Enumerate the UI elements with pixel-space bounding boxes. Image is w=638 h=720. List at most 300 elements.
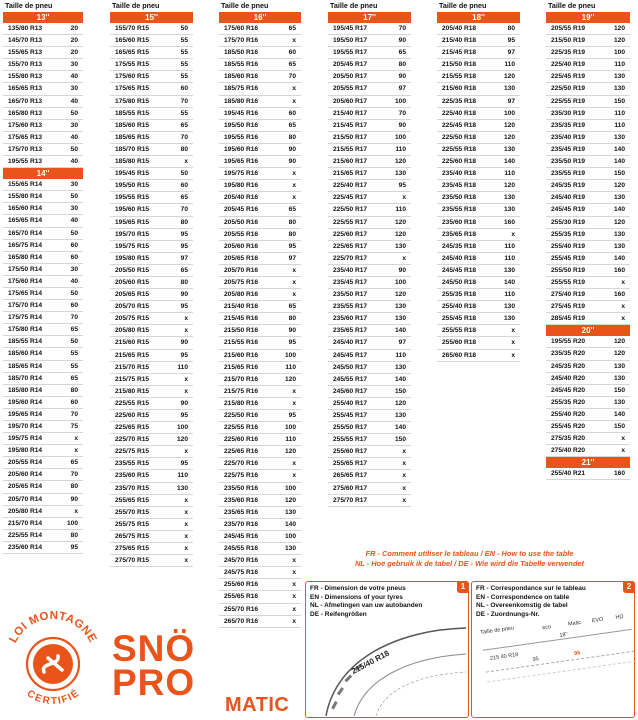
chain-reference: 95 [398,182,406,190]
loi-montagne-certifie-logo [2,600,104,718]
table-row [328,289,411,301]
table-row [110,313,193,325]
tyre-size: 225/50 R19 [551,85,586,93]
chain-reference: 80 [70,386,78,394]
mini-rim: 18'' [559,631,569,639]
tyre-size: 265/75 R15 [115,532,150,540]
chain-reference: 90 [70,495,78,503]
chain-reference: 60 [288,49,296,57]
chain-reference: 120 [503,121,515,129]
chain-reference: 65 [70,374,78,382]
tyre-size: 225/70 R16 [224,460,259,468]
chain-reference: 65 [70,459,78,467]
tyre-size: 195/70 R15 [115,230,150,238]
chain-reference: 90 [398,73,406,81]
chain-reference: 80 [70,483,78,491]
chain-reference: 120 [284,448,296,456]
tyre-size: 185/60 R16 [224,73,259,81]
tyre-size: 255/60 R16 [224,581,259,589]
table-row [110,495,193,507]
mini-col-matic: Matic [567,619,582,628]
table-row [110,458,193,470]
table-row [546,241,630,253]
chain-reference: 110 [504,170,515,178]
table-row [546,277,630,289]
table-row [328,120,411,132]
chain-reference: 70 [70,314,78,322]
chain-reference: x [402,484,406,492]
tyre-size: 245/55 R16 [224,545,259,553]
chain-reference: 50 [70,289,78,297]
tyre-size: 205/80 R16 [224,291,259,299]
tyre-size: 145/70 R13 [8,37,43,45]
tyre-size: 205/60 R17 [333,97,368,105]
chain-reference: 100 [284,424,296,432]
table-row [328,410,411,422]
chain-reference: 130 [613,374,625,382]
tyre-size: 235/45 R18 [442,182,477,190]
table-row [219,325,301,337]
tyre-size: 235/50 R18 [442,194,477,202]
tyre-size: 245/35 R18 [442,242,477,250]
table-row [3,132,83,144]
column-header: Taille de pneu [221,1,269,10]
chain-reference: 90 [398,37,406,45]
table-row [3,324,83,336]
table-row [328,132,411,144]
table-column-6 [546,0,630,480]
chain-reference: x [292,460,296,468]
tyre-size: 275/60 R17 [333,484,368,492]
chain-reference: x [511,327,515,335]
chain-reference: 130 [613,398,625,406]
tyre-size: 255/70 R16 [224,605,259,613]
chain-reference: x [402,460,406,468]
tyre-size: 235/50 R19 [551,158,586,166]
chain-reference: 80 [180,218,188,226]
tyre-size: 195/60 R16 [224,145,259,153]
chain-reference: 90 [180,399,188,407]
chain-reference: 50 [70,109,78,117]
chain-reference: x [402,194,406,202]
table-row [328,108,411,120]
tyre-size: 205/40 R18 [442,25,477,32]
tyre-size: 225/55 R14 [8,531,43,539]
table-row [110,204,193,216]
tyre-size: 245/40 R19 [551,194,586,202]
tyre-size: 165/80 R13 [8,109,43,117]
table-row [3,96,83,108]
tyre-size: 255/55 R18 [442,327,477,335]
chain-reference: 80 [180,278,188,286]
tyre-size: 205/60 R15 [115,278,150,286]
rim-size-header: 19'' [546,12,630,23]
chain-reference: 97 [507,49,515,57]
table-row [219,108,301,120]
chain-reference: x [184,532,188,540]
tyre-size: 235/60 R14 [8,543,43,551]
tyre-size: 225/65 R17 [333,242,368,250]
chain-reference: x [74,507,78,515]
chain-reference: x [292,37,296,45]
tyre-size: 195/55 R20 [551,338,586,346]
chain-reference: 80 [180,145,188,153]
tyre-size: 195/45 R15 [115,170,150,178]
chain-reference: 65 [288,25,296,32]
instructions-panel [303,549,636,719]
tyre-size: 215/55 R18 [442,73,477,81]
table-row [546,265,630,277]
table-row [328,59,411,71]
table-row [219,217,301,229]
tyre-size: 235/60 R15 [115,472,150,480]
table-row [110,217,193,229]
tyre-size: 215/40 R16 [224,303,259,311]
tyre-size: 255/55 R17 [333,436,368,444]
table-row [219,289,301,301]
sno-pro-line1: SNÖ [112,628,196,669]
table-row [328,265,411,277]
table-row [110,507,193,519]
chain-reference: 110 [285,436,296,444]
chain-reference: 120 [503,182,515,190]
chain-reference: 130 [613,194,625,202]
tyre-size: 165/65 R15 [115,49,150,57]
instruction-box-2 [471,581,635,718]
tyre-size: 225/50 R17 [333,206,368,214]
tyre-size: 235/40 R19 [551,133,586,141]
chain-reference: 100 [284,484,296,492]
tyre-size: 215/55 R16 [224,339,259,347]
table-row [3,469,83,481]
chain-reference: 90 [180,291,188,299]
chain-reference: 140 [613,145,625,153]
tyre-size: 235/35 R19 [551,121,586,129]
instructions-title-line2: NL - Hoe gebruik ik de tabel / DE - Wie wird die Tabelle verwendet [354,558,585,568]
table-row [219,23,301,35]
chain-reference: 130 [503,85,515,93]
tyre-size: 215/40 R18 [442,37,477,45]
table-row [328,483,411,495]
table-row [328,71,411,83]
chain-reference: 97 [398,85,406,93]
chain-reference: 150 [613,386,625,394]
tyre-size: 195/55 R13 [8,158,43,166]
chain-reference: 130 [394,303,406,311]
tyre-size: 235/55 R19 [551,170,586,178]
table-row [110,483,193,495]
tyre-size: 255/65 R17 [333,460,368,468]
chain-reference: 20 [70,25,78,32]
table-row [219,555,301,567]
tyre-size: 275/40 R19 [551,291,586,299]
table-row [110,47,193,59]
chain-reference: x [292,387,296,395]
chain-reference: 50 [180,25,188,32]
table-row [110,144,193,156]
table-row [328,337,411,349]
table-row [110,35,193,47]
table-row [219,374,301,386]
chain-reference: 30 [70,205,78,213]
table-row [328,23,411,35]
tyre-size: 235/65 R17 [333,327,368,335]
table-row [328,217,411,229]
table-row [110,96,193,108]
chain-reference: 90 [288,327,296,335]
chain-reference: 130 [613,362,625,370]
table-row [219,350,301,362]
table-row [437,83,520,95]
chain-reference: 130 [613,73,625,81]
table-row [437,325,520,337]
chain-reference: 95 [180,351,188,359]
chain-reference: 120 [394,291,406,299]
table-row [219,579,301,591]
tyre-size: 225/60 R15 [115,412,150,419]
table-row [3,276,83,288]
table-row [219,120,301,132]
table-row [3,445,83,457]
chain-reference: 50 [70,338,78,346]
tyre-size: 225/75 R16 [224,472,259,480]
tyre-size: 205/65 R16 [224,254,259,262]
table-row [546,23,630,35]
tyre-size: 175/70 R16 [224,37,259,45]
mini-col-evo: EVO [591,616,604,625]
tyre-size: 225/45 R19 [551,73,586,81]
chain-reference: x [292,557,296,565]
tyre-size: 195/65 R15 [115,218,150,226]
tyre-size: 245/35 R20 [551,362,586,370]
mini-table-header: Taille de pneu [480,625,515,636]
mini-value: 95 [532,656,540,663]
chain-reference: 130 [613,133,625,141]
tyre-size: 225/60 R18 [442,158,477,166]
table-row [3,361,83,373]
table-row [437,108,520,120]
table-row [110,289,193,301]
tyre-size: 225/60 R16 [224,436,259,444]
table-row [110,156,193,168]
table-row [546,168,630,180]
tyre-size: 275/70 R15 [115,557,150,565]
chain-reference: x [292,581,296,589]
chain-reference: 65 [180,121,188,129]
chain-reference: x [184,158,188,166]
table-row [219,180,301,192]
tyre-sidewall-illustration [306,620,466,716]
tyre-size: 215/75 R15 [115,375,150,383]
chain-reference: 120 [613,338,625,346]
table-row [3,23,83,35]
tyre-size: 215/45 R17 [333,121,368,129]
tyre-size: 175/75 R14 [8,314,43,322]
table-row [437,59,520,71]
chain-reference: x [511,339,515,347]
table-column-3 [219,0,301,628]
tyre-size: 255/45 R19 [551,254,586,262]
chain-reference: 97 [398,339,406,347]
table-row [110,192,193,204]
table-row [3,433,83,445]
chain-reference: 70 [288,73,296,81]
chain-reference: 20 [70,37,78,45]
chain-reference: 120 [613,218,625,226]
table-column-5 [437,0,520,362]
table-row [3,240,83,252]
tyre-size: 185/55 R14 [8,338,43,346]
tyre-size: 175/65 R13 [8,133,43,141]
tyre-size: 205/75 R16 [224,278,259,286]
table-row [219,301,301,313]
chain-reference: x [402,448,406,456]
tyre-size: 155/70 R13 [8,61,43,69]
chain-reference: 100 [613,49,625,57]
table-row [328,253,411,265]
chain-reference: x [292,593,296,601]
tyre-size: 205/80 R15 [115,327,150,335]
chain-reference: 65 [288,61,296,69]
tyre-size: 215/40 R17 [333,109,368,117]
table-row [328,350,411,362]
chain-reference: 120 [176,436,188,444]
tyre-size: 175/80 R14 [8,326,43,334]
table-row [219,386,301,398]
tyre-size: 205/55 R17 [333,85,368,93]
chain-reference: 130 [176,484,188,492]
tyre-size: 215/45 R16 [224,315,259,323]
chain-reference: 80 [398,61,406,69]
tyre-size: 205/70 R16 [224,266,259,274]
chain-reference: 110 [177,363,188,371]
column-header: Taille de pneu [330,1,378,10]
table-row [3,530,83,542]
tyre-size: 235/65 R18 [442,230,477,238]
table-row [110,555,193,567]
tyre-size: 205/50 R15 [115,266,150,274]
instruction-2-line: FR - Correspondance sur le tableau [476,585,586,592]
chain-reference: 160 [503,218,515,226]
tyre-size: 235/70 R16 [224,520,259,528]
tyre-size: 245/75 R16 [224,569,259,577]
chain-reference: x [184,387,188,395]
rim-size-header: 20'' [546,325,630,336]
table-row [546,204,630,216]
instruction-1-line: EN - Dimensions of your tyres [310,593,403,601]
table-row [219,337,301,349]
table-column-4 [328,0,411,507]
table-row [110,350,193,362]
chain-reference: x [292,97,296,105]
tyre-size-marking: 215/40 R18 [350,648,391,676]
chain-reference: x [184,448,188,456]
table-row [437,71,520,83]
chain-reference: 130 [503,266,515,274]
tyre-size: 195/45 R16 [224,109,259,117]
table-row [110,132,193,144]
chain-reference: x [184,520,188,528]
chain-reference: 40 [70,158,78,166]
chain-reference: 60 [70,302,78,310]
table-row [328,398,411,410]
tyre-size: 205/60 R16 [224,242,259,250]
table-row [546,217,630,229]
chain-reference: x [511,351,515,359]
tyre-size: 245/45 R17 [333,351,368,359]
tyre-size: 175/55 R15 [115,61,150,69]
instruction-number-2: 2 [623,581,635,593]
chain-reference: 65 [398,49,406,57]
instruction-2-line: NL - Overeenkomstig de tabel [476,602,568,610]
table-row [3,191,83,203]
chain-reference: 140 [613,410,625,418]
table-row [219,35,301,47]
tyre-size: 205/75 R15 [115,315,150,323]
chain-reference: x [621,315,625,323]
tyre-size: 225/40 R18 [442,109,477,117]
chain-reference: 110 [614,61,625,69]
table-row [328,277,411,289]
table-row [437,192,520,204]
tyre-size: 235/60 R16 [224,496,259,504]
tyre-size: 205/55 R14 [8,459,43,467]
table-row [3,336,83,348]
tyre-size: 225/55 R18 [442,145,477,153]
table-row [3,385,83,397]
tyre-size: 185/65 R14 [8,362,43,370]
tyre-size: 165/60 R15 [115,37,150,45]
tyre-size: 205/80 R14 [8,507,43,515]
chain-reference: 80 [70,531,78,539]
chain-reference: 90 [288,145,296,153]
tyre-size: 225/45 R18 [442,121,477,129]
tyre-size: 225/40 R17 [333,182,368,190]
tyre-size: 225/35 R19 [551,49,586,57]
tyre-size: 195/75 R15 [115,242,150,250]
table-row [437,289,520,301]
chain-reference: 65 [288,303,296,311]
tyre-size: 175/50 R14 [8,265,43,273]
tyre-size: 255/45 R17 [333,412,368,419]
chain-reference: x [74,447,78,455]
table-row [437,96,520,108]
chain-reference: 60 [180,182,188,190]
tyre-size: 245/45 R18 [442,266,477,274]
table-row [110,23,193,35]
table-row [110,325,193,337]
matic-label: MATIC [225,694,290,716]
tyre-size: 235/65 R16 [224,508,259,516]
chain-reference: 90 [398,266,406,274]
tyre-size: 235/60 R18 [442,218,477,226]
table-row [437,337,520,349]
chain-reference: x [184,557,188,565]
table-column-2 [110,0,193,567]
tyre-size: 255/65 R15 [115,496,150,504]
table-row [3,397,83,409]
tyre-size: 205/70 R15 [115,303,150,311]
chain-reference: 55 [70,362,78,370]
table-row [219,410,301,422]
table-column-1 [3,0,83,554]
table-row [219,591,301,603]
chain-reference: x [184,375,188,383]
tyre-size: 175/80 R15 [115,97,150,105]
table-row [546,83,630,95]
rim-size-header: 18'' [437,12,520,23]
table-row [110,543,193,555]
